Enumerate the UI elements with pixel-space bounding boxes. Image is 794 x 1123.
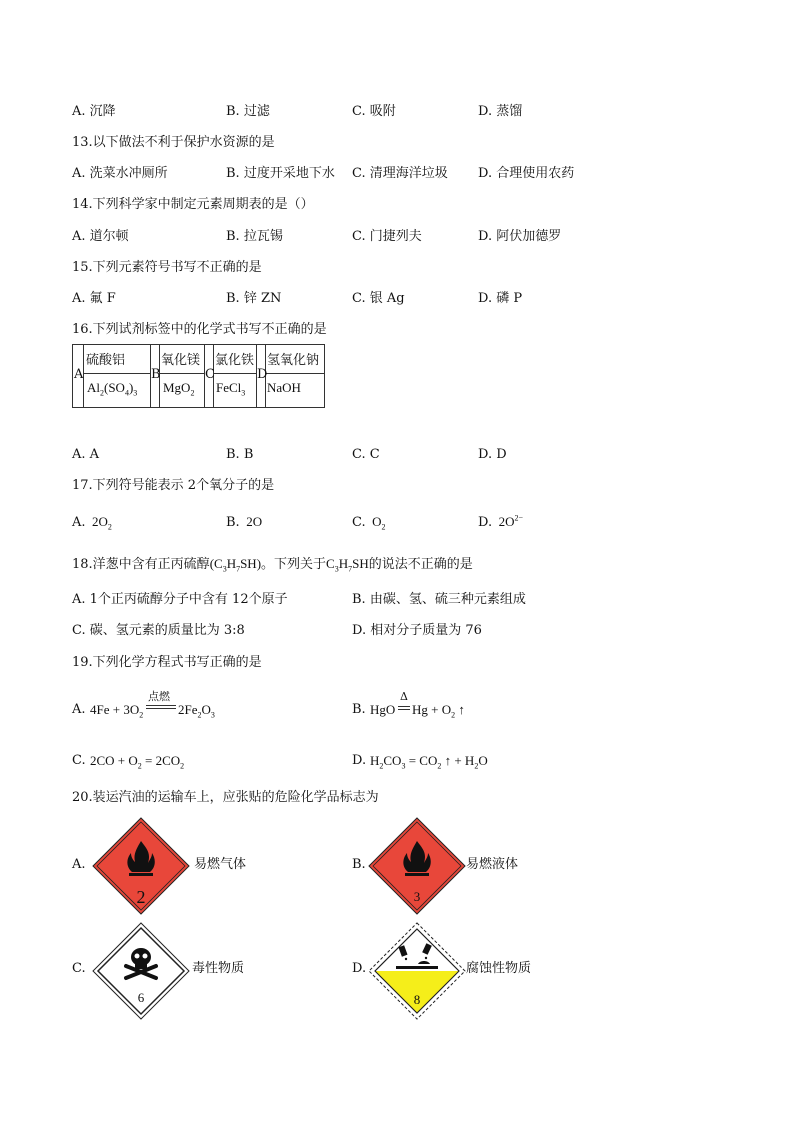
q18-option-b: B. 由碳、氢、硫三种元素组成 [352,592,526,607]
sign-d-class-number: 8 [413,992,421,1007]
q17-formula-b: 2O [239,514,263,529]
q17-option-c [352,514,386,531]
q17-letter-d: D. [478,515,493,530]
sign-a-class-number: 2 [136,887,146,907]
q20-letter-b: B. [352,857,366,872]
q14-option-c: C. 门捷列夫 [352,229,422,244]
sign-b-class-number: 3 [413,889,421,904]
label-letter-d: D [257,367,268,382]
q18-option-d: D. 相对分子质量为 76 [352,623,482,638]
corrosive-sign-icon [368,922,466,1020]
q19-equation-a: $4Fe + 3O_2$ [90,702,144,720]
label-name-d: 氢氧化钠 [267,353,320,368]
q18-stem: 18.洋葱中含有正丙硫醇$(C_3H_7SH)$。下列关于$C_3H_7SH$的说法不正确的是 [72,556,473,574]
q12-option-c: C. 吸附 [352,104,396,119]
q20-letter-a: A. [72,857,86,872]
label-formula-d: NaOH [267,380,301,395]
label-name-b: 氧化镁 [161,353,201,368]
q16-option-b: B. B [226,447,254,462]
q19-letter-b: B. [352,702,366,717]
q20-caption-c: 毒性物质 [192,961,245,976]
q20-caption-a: 易燃气体 [194,857,247,872]
q16-option-c: C. C [352,447,380,462]
label-formula-a: $Al_2(SO_4)_3$ [87,380,138,398]
q15-stem: 15.下列元素符号书写不正确的是 [72,260,262,275]
q14-option-b: B. 拉瓦锡 [226,229,283,244]
q19-equation-b: HgO [370,702,396,717]
q19-condition-a: 点燃 [148,690,170,703]
q20-caption-d: 腐蚀性物质 [466,961,532,976]
q20-letter-d: D. [352,961,367,976]
q19-equation-c: $2CO + O_2 = 2CO_2$ [90,753,185,771]
q19-letter-a: A. [72,702,86,717]
q17-letter-a: A. [72,515,86,530]
q16-stem: 16.下列试剂标签中的化学式书写不正确的是 [72,322,327,337]
q17-option-d [478,514,523,531]
q17-formula-a: $2O_2$ [85,514,112,532]
toxic-skull-sign-icon [92,922,190,1020]
q17-option-b [226,514,262,531]
q15-option-b: B. 锌 ZN [226,291,282,306]
q12-option-d: D. 蒸馏 [478,104,523,119]
label-formula-c: FeCl$_3$ [216,380,246,398]
q12-option-a: A. 沉降 [72,104,116,119]
sign-c-class-number: 6 [137,990,145,1005]
flammable-liquid-sign-icon [368,817,466,915]
q19-letter-d: D. [352,753,367,768]
label-name-c: 氯化铁 [215,353,255,368]
q17-formula-c: $O_2$ [365,514,386,532]
q18-option-a: A. 1个正丙硫醇分子中含有 12个原子 [72,592,288,607]
q20-caption-b: 易燃液体 [466,857,519,872]
q15-option-c: C. 银 Ag [352,291,405,306]
q17-formula-d: $2O^{2-}$ [492,513,523,529]
q18-formula-2: $C_3H_7SH$ [326,556,369,574]
q15-option-d: D. 磷 P [478,291,523,306]
flammable-gas-sign-icon [92,817,190,915]
q13-option-c: C. 清理海洋垃圾 [352,166,448,181]
q13-stem: 13.以下做法不利于保护水资源的是 [72,135,275,150]
q18-option-c: C. 碳、氢元素的质量比为 3:8 [72,623,245,638]
q19-letter-c: C. [72,753,86,768]
q19-product-a: $2Fe_2O_3$ [178,702,215,720]
q13-option-d: D. 合理使用农药 [478,166,575,181]
q14-option-d: D. 阿伏加德罗 [478,229,562,244]
label-formula-b: MgO$_2$ [163,380,195,398]
q19-condition-b: Δ [400,690,408,703]
label-letter-b: B [151,367,161,382]
q16-option-d: D. D [478,447,507,462]
q15-option-a: A. 氟 F [72,291,116,306]
q19-product-b: $Hg + O_2$ ↑ [412,702,465,720]
q17-letter-b: B. [226,515,240,530]
q14-option-a: A. 道尔顿 [72,229,129,244]
q12-option-b: B. 过滤 [226,104,270,119]
label-letter-c: C [205,367,215,382]
q20-stem: 20.装运汽油的运输车上，应张贴的危险化学品标志为 [72,790,379,805]
reagent-label-table [72,344,325,408]
q16-option-a: A. A [72,447,100,462]
q18-formula-1: $(C_3H_7SH)$ [209,556,262,574]
q14-stem: 14.下列科学家中制定元素周期表的是（） [72,197,314,212]
q13-option-a: A. 洗菜水冲厕所 [72,166,168,181]
label-name-a: 硫酸铝 [86,353,126,368]
q19-equation-d: $H_2CO_3 = CO_2$ ↑ + $H_2O$ [370,753,488,771]
q17-stem: 17.下列符号能表示 2个氧分子的是 [72,478,275,493]
q20-letter-c: C. [72,961,86,976]
label-letter-a: A [74,367,84,382]
q17-option-a [72,514,112,531]
q17-letter-c: C. [352,515,366,530]
q19-stem: 19.下列化学方程式书写正确的是 [72,655,262,670]
q13-option-b: B. 过度开采地下水 [226,166,335,181]
